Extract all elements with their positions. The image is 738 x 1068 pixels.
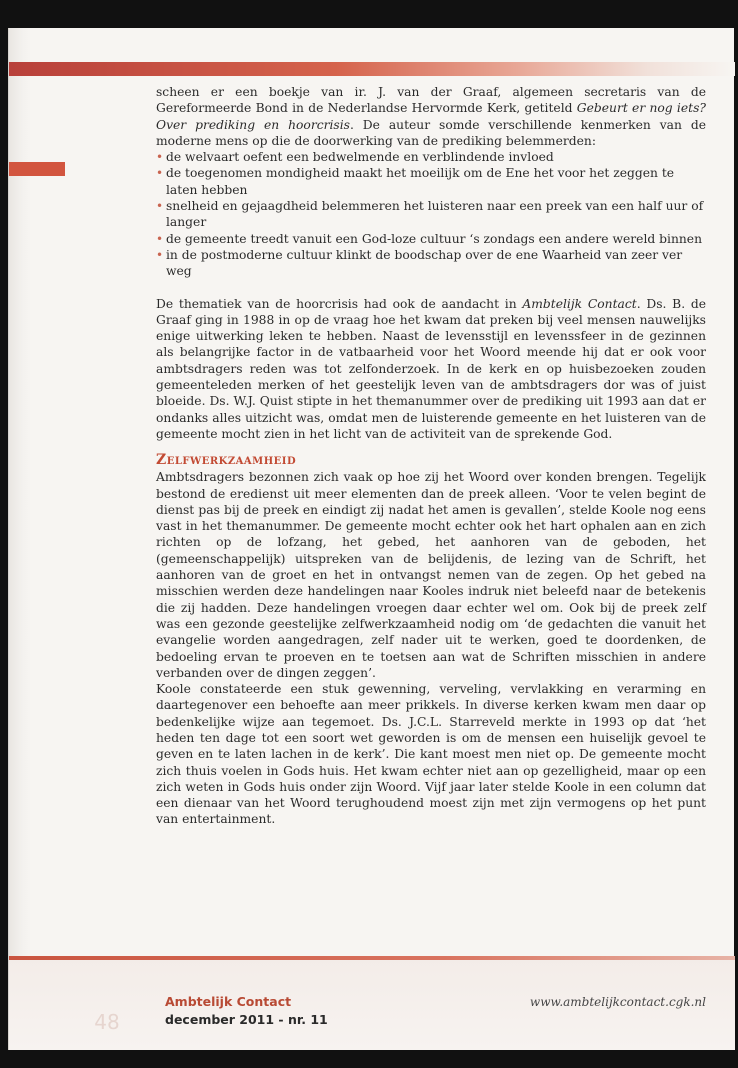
article-body <box>156 84 706 828</box>
spacer <box>156 280 706 296</box>
footer-journal-title: Ambtelijk Contact <box>165 994 292 1009</box>
paragraph-hoorcrisis <box>156 296 706 443</box>
paragraph-intro <box>156 84 706 149</box>
paragraph-hoorcrisis-part1: De thematiek van de hoorcrisis had ook de aandacht in <box>156 296 523 311</box>
spacer <box>156 442 706 452</box>
paragraph-zelfwerkzaamheid: Ambtsdragers bezonnen zich vaak op hoe zij het Woord over konden brengen. Tegelijk bestond de eredienst uit meer elementen dan de preek alleen. ‘Voor te velen begint de dienst pas bij de preek en eindigt zij nadat het amen is gevallen’, stelde Koole nog eens vast in het themanummer. De gemeente mocht echter ook het hart ophalen aan en zich richten op de lofzang, het gebed, het aanhoren van de geboden, het (gemeenschappelijk) uitspreken van de belijdenis, de lezing van de Schrift, het aanhoren van de groet en het in ontvangst nemen van de zegen. Op het gebed na misschien werden deze handelingen naar Kooles indruk niet beleefd naar de betekenis die zij hadden. Deze handelingen vroegen daar echter wel om. Ook bij de preek zelf was een gezonde geestelijke zelfwerkzaamheid nodig om ‘de gedachten die vanuit het evangelie worden aangedragen, zelf nader uit te werken, goed te doordenken, de bedoeling ervan te proeven en te toetsen aan wat de Schriften misschien in andere verbanden over de dingen zeggen’. <box>156 470 706 680</box>
paragraph-hoorcrisis-part2: . Ds. B. de Graaf ging in 1988 in op de vraag hoe het kwam dat preken bij veel mensen nauwelijks enige uitwerking leken te hebben. Naast de levensstijl en levenssfeer in de gezinnen als belangrijke factor in de vatbaarheid voor het Woord meende hij dat er ook voor ambtsdragers reden was tot zelfonderzoek. In de kerk en op huisbezoeken zouden gemeenteleden merken of het geestelijk leven van de ambtsdragers dor was of juist bloeide. Ds. W.J. Quist stipte in het themanummer over de prediking uit 1993 aan dat er ondanks alles uitzicht was, omdat men de luisterende gemeente en het luisteren van de gemeente mocht zien in het licht van de activiteit van de sprekende God. <box>156 296 706 441</box>
section-heading: Zelfwerkzaamheid <box>156 452 297 469</box>
footer-divider-line <box>9 956 735 960</box>
footer-issue: december 2011 - nr. 11 <box>165 1012 328 1027</box>
journal-reference: Ambtelijk Contact <box>522 296 637 311</box>
page-spine-shadow <box>9 28 31 1050</box>
list-item: • in de postmoderne cultuur klinkt de boodschap over de ene Waarheid van zeer ver weg <box>156 247 706 280</box>
page-number: 48 <box>94 1010 120 1034</box>
list-item: • snelheid en gejaagdheid belemmeren het luisteren naar een preek van een half uur of langer <box>156 198 706 231</box>
list-item: • de toegenomen mondigheid maakt het moeilijk om de Ene het voor het zeggen te laten hebben <box>156 165 706 198</box>
top-decorative-band <box>9 62 735 76</box>
list-item: • de gemeente treedt vanuit een God-loze cultuur ‘s zondags een andere wereld binnen <box>156 231 706 247</box>
book-title: Gebeurt er nog iets? Over prediking en hoorcrisis <box>156 101 706 132</box>
paragraph-intro-part2: . De auteur somde verschillende kenmerken van de moderne mens op die de doorwerking van de prediking belemmerden: <box>156 117 706 148</box>
side-decorative-tab <box>9 162 65 176</box>
list-item: • de welvaart oefent een bedwelmende en verblindende invloed <box>156 149 706 165</box>
characteristics-list <box>156 149 706 279</box>
paragraph-gewenning: Koole constateerde een stuk gewenning, verveling, vervlakking en verarming en daartegenover een behoefte aan meer prikkels. In diverse kerken kwam men daar op bedenkelijke wijze aan tegemoet. Ds. J.C.L. Starreveld merkte in 1993 op dat ‘het heden ten dage tot een soort wet geworden is om de mensen een huiselijk gevoel te geven en te laten lachen in de kerk’. Die kant moest men niet op. De gemeente mocht zich thuis voelen in Gods huis. Het kwam echter niet aan op gezelligheid, maar op een zich weten in Gods huis onder zijn Woord. Vijf jaar later stelde Koole in een column dat een dienaar van het Woord terughoudend moest zijn met zijn vermogens op het punt van entertainment. <box>156 682 706 827</box>
footer-website: www.ambtelijkcontact.cgk.nl <box>529 995 706 1009</box>
paragraph-intro-part1: scheen er een boekje van ir. J. van der Graaf, algemeen secretaris van de Gereformeerde Bond in de Nederlandse Hervormde Kerk, getiteld <box>156 85 706 116</box>
